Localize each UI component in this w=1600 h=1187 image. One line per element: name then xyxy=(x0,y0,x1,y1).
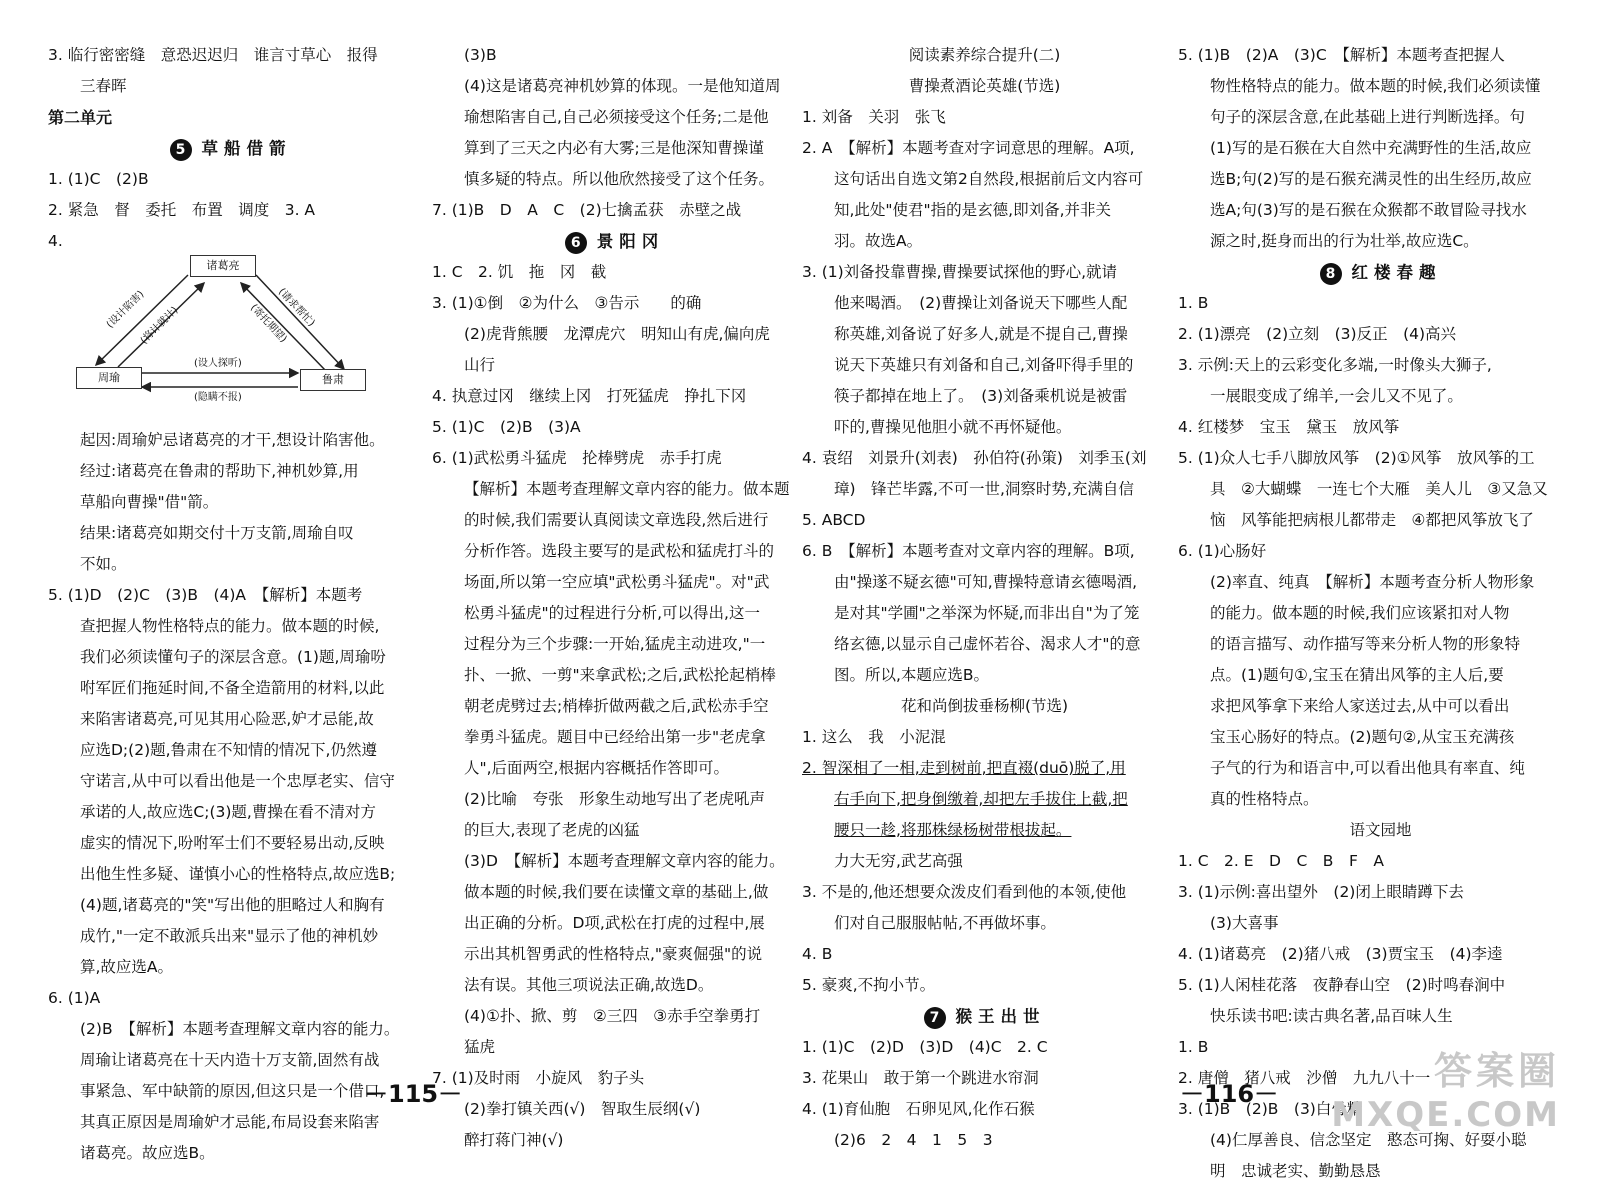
answer-line: 1. C 2. E D C B F A xyxy=(1178,852,1384,870)
answer-line: 璋) 锋芒毕露,不可一世,洞察时势,充满自信 xyxy=(834,480,1134,498)
answer-line: 吓的,曹操见他胆小就不再怀疑他。 xyxy=(834,418,1072,436)
answer-line: 句子的深层含意,在此基础上进行判断选择。句 xyxy=(1210,108,1525,126)
answer-line: 山行 xyxy=(464,356,496,374)
section-heading: 语文园地 xyxy=(1349,821,1412,839)
answer-line: 称英雄,刘备说了好多人,就是不提自己,曹操 xyxy=(834,325,1128,343)
answer-line: 是对其"学圃"之举深为怀疑,而非出自"为了笼 xyxy=(834,604,1140,622)
answer-line: 说天下英雄只有刘备和自己,刘备吓得手里的 xyxy=(834,356,1134,374)
edge-label: (寄托期望) xyxy=(247,302,289,345)
lesson-title xyxy=(432,226,797,257)
answer-line: 5. 豪爽,不拘小节。 xyxy=(802,976,936,994)
answer-line: 不如。 xyxy=(80,555,127,573)
answer-line: 示出其机智勇武的性格特点,"豪爽倔强"的说 xyxy=(464,945,763,963)
node-lusu: 鲁肃 xyxy=(300,369,366,391)
answer-line: 分析作答。选段主要写的是武松和猛虎打斗的 xyxy=(464,542,775,560)
answer-line: 3. 花果山 敢于第一个跳进水帘洞 xyxy=(802,1069,1039,1087)
answer-line: 猛虎 xyxy=(464,1038,496,1056)
lesson-title xyxy=(48,133,413,164)
answer-line: (2)6 2 4 1 5 3 xyxy=(834,1131,993,1149)
lesson-number-badge: 6 xyxy=(565,232,587,254)
answer-line: 点。(1)题句①,宝玉在猜出风筝的主人后,要 xyxy=(1210,666,1504,684)
answer-line: 络玄德,以显示自己虚怀若谷、渴求人才"的意 xyxy=(834,635,1141,653)
answer-line: 慎多疑的特点。所以他欣然接受了这个任务。 xyxy=(464,170,775,188)
answer-line: 法有误。其他三项说法正确,故选D。 xyxy=(464,976,714,994)
answer-line: 具 ②大蝴蝶 一连七个大雁 美人儿 ③又急又 xyxy=(1210,480,1548,498)
answer-line: 他来喝酒。 (2)曹操让刘备说天下哪些人配 xyxy=(834,294,1128,312)
answer-line: 醉打蒋门神(√) xyxy=(464,1131,564,1149)
answer-line: 的时候,我们需要认真阅读文章选段,然后进行 xyxy=(464,511,769,529)
column-1 xyxy=(48,40,413,1169)
answer-line: 三春晖 xyxy=(80,77,127,95)
answer-line: (3)B xyxy=(464,46,497,64)
answer-line: 6. (1)A xyxy=(48,989,101,1007)
node-zhouyu: 周瑜 xyxy=(76,367,142,389)
answer-line: 宝玉心肠好的特点。(2)题句②,从宝玉充满孩 xyxy=(1210,728,1515,746)
answer-line: (2)比喻 夸张 形象生动地写出了老虎吼声 xyxy=(464,790,765,808)
page-number: －115－ xyxy=(364,1080,463,1108)
answer-line: 5. (1)D (2)C (3)B (4)A 【解析】本题考 xyxy=(48,586,363,604)
answer-line: (3)D 【解析】本题考查理解文章内容的能力。 xyxy=(464,852,785,870)
edge-label: (设计陷害) xyxy=(104,288,147,331)
answer-line: 6. (1)武松勇斗猛虎 抡棒劈虎 赤手打虎 xyxy=(432,449,722,467)
answer-line: 应选D;(2)题,鲁肃在不知情的情况下,仍然遵 xyxy=(80,741,377,759)
answer-line: 结果:诸葛亮如期交付十万支箭,周瑜自叹 xyxy=(80,524,354,542)
lesson-number-badge: 8 xyxy=(1320,263,1342,285)
answer-line: 人",后面两空,根据内容概括作答即可。 xyxy=(464,759,729,777)
answer-line: 筷子都掉在地上了。 (3)刘备乘机说是被雷 xyxy=(834,387,1128,405)
answer-line: 选B;句(2)写的是石猴充满灵性的出生经历,故应 xyxy=(1210,170,1532,188)
answer-line: 1. C 2. 饥 拖 冈 截 xyxy=(432,263,607,281)
edge-label: (请求帮忙) xyxy=(275,286,317,329)
lesson-title-text: 红楼春趣 xyxy=(1351,263,1442,282)
answer-line: 1. (1)C (2)B xyxy=(48,170,149,188)
answer-line: 诸葛亮。故应选B。 xyxy=(80,1144,215,1162)
answer-line: 2. 智深相了一相,走到树前,把直裰(duō)脱了,用 xyxy=(802,759,1126,777)
answer-line: (4)①扑、掀、剪 ②三四 ③赤手空拳勇打 xyxy=(464,1007,761,1025)
answer-line: 6. B 【解析】本题考查对文章内容的理解。B项, xyxy=(802,542,1135,560)
answer-line: 4. 袁绍 刘景升(刘表) 孙伯符(孙策) 刘季玉(刘 xyxy=(802,449,1147,467)
page-number: －116－ xyxy=(1180,1080,1279,1108)
answer-line: 子气的行为和语言中,可以看出他具有率直、纯 xyxy=(1210,759,1525,777)
lesson-number-badge: 5 xyxy=(170,139,192,161)
answer-line: 3. 临行密密缝 意恐迟迟归 谁言寸草心 报得 xyxy=(48,46,378,64)
answer-line: 腰只一趁,将那株绿杨树带根拔起。 xyxy=(834,821,1072,839)
lesson-title-text: 草船借箭 xyxy=(201,139,292,158)
answer-line: 这句话出自选文第2自然段,根据前后文内容可 xyxy=(834,170,1144,188)
relationship-diagram xyxy=(76,261,396,421)
answer-line: 明 忠诚老实、勤勤恳恳 xyxy=(1210,1162,1381,1180)
watermark-logo: 答案圈 xyxy=(1433,1049,1560,1093)
answer-line: 的能力。做本题的时候,我们应该紧扣对人物 xyxy=(1210,604,1510,622)
answer-line: 【解析】本题考查理解文章内容的能力。做本题 xyxy=(464,480,790,498)
answer-line: 3. 不是的,他还想要众泼皮们看到他的本领,使他 xyxy=(802,883,1127,901)
edge-label: (隐瞒不报) xyxy=(194,392,242,403)
answer-line: 3. (1)示例:喜出望外 (2)闭上眼睛蹲下去 xyxy=(1178,883,1464,901)
answer-line: 源之时,挺身而出的行为壮举,故应选C。 xyxy=(1210,232,1479,250)
answer-line: 承诺的人,故应选C;(3)题,曹操在看不清对方 xyxy=(80,803,376,821)
answer-line: (1)写的是石猴在大自然中充满野性的生活,故应 xyxy=(1210,139,1532,157)
lesson-title-text: 景阳冈 xyxy=(596,232,665,251)
answer-line: 2. 唐僧 猪八戒 沙僧 九九八十一 xyxy=(1178,1069,1431,1087)
answer-line: 拳勇斗猛虎。题目中已经给出第一步"老虎拿 xyxy=(464,728,766,746)
answer-line: 4. B xyxy=(802,945,833,963)
passage-title: 花和尚倒拔垂杨柳(节选) xyxy=(900,697,1069,715)
lesson-number-badge: 7 xyxy=(924,1007,946,1029)
watermark-url: MXQE.COM xyxy=(1331,1095,1560,1135)
unit-heading: 第二单元 xyxy=(48,108,113,127)
answer-line: 物性格特点的能力。做本题的时候,我们必须读懂 xyxy=(1210,77,1541,95)
answer-line: 知,此处"使君"指的是玄德,即刘备,并非关 xyxy=(834,201,1112,219)
answer-line: 4. (1)诸葛亮 (2)猪八戒 (3)贾宝玉 (4)李逵 xyxy=(1178,945,1503,963)
answer-line: 瑜想陷害自己,自己必须接受这个任务;二是他 xyxy=(464,108,769,126)
answer-line: 经过:诸葛亮在鲁肃的帮助下,神机妙算,用 xyxy=(80,462,359,480)
answer-line: 1. B xyxy=(1178,294,1209,312)
answer-line: 6. (1)心肠好 xyxy=(1178,542,1267,560)
answer-line: 7. (1)及时雨 小旋风 豹子头 xyxy=(432,1069,645,1087)
answer-line: 5. (1)众人七手八脚放风筝 (2)①风筝 放风筝的工 xyxy=(1178,449,1535,467)
answer-line: 起因:周瑜妒忌诸葛亮的才干,想设计陷害他。 xyxy=(80,431,385,449)
answer-line: 3. (1)①倒 ②为什么 ③告示 的确 xyxy=(432,294,702,312)
answer-line: 7. (1)B D A C (2)七擒孟获 赤壁之战 xyxy=(432,201,742,219)
section-heading: 阅读素养综合提升(二) xyxy=(908,46,1061,64)
answer-line: 3. (1)刘备投靠曹操,曹操要试探他的野心,就请 xyxy=(802,263,1118,281)
answer-line: 5. ABCD xyxy=(802,511,866,529)
answer-line: 一展眼变成了绵羊,一会儿又不见了。 xyxy=(1210,387,1463,405)
answer-line: (2)率直、纯真 【解析】本题考查分析人物形象 xyxy=(1210,573,1535,591)
answer-line: 算,故应选A。 xyxy=(80,958,174,976)
answer-line: 2. (1)漂亮 (2)立刻 (3)反正 (4)高兴 xyxy=(1178,325,1457,343)
lesson-title-text: 猴王出世 xyxy=(955,1007,1046,1026)
answer-line: 羽。故选A。 xyxy=(834,232,923,250)
answer-line: 松勇斗猛虎"的过程进行分析,可以得出,这一 xyxy=(464,604,760,622)
edge-label: (将计就计) xyxy=(138,304,181,347)
answer-line: 4. 红楼梦 宝玉 黛玉 放风筝 xyxy=(1178,418,1400,436)
answer-line: 右手向下,把身倒缴着,却把左手拔住上截,把 xyxy=(834,790,1128,808)
answer-line: 做本题的时候,我们要在读懂文章的基础上,做 xyxy=(464,883,769,901)
answer-line: 真的性格特点。 xyxy=(1210,790,1319,808)
answer-line: (2)拳打镇关西(√) 智取生辰纲(√) xyxy=(464,1100,701,1118)
answer-line: 4. 执意过冈 继续上冈 打死猛虎 挣扎下冈 xyxy=(432,387,747,405)
lesson-title xyxy=(1178,257,1583,288)
answer-line: 周瑜让诸葛亮在十天内造十万支箭,固然有战 xyxy=(80,1051,380,1069)
answer-line: 出他生性多疑、谨慎小心的性格特点,故应选B; xyxy=(80,865,396,883)
answer-line: 力大无穷,武艺高强 xyxy=(834,852,963,870)
answer-line: 算到了三天之内必有大雾;三是他深知曹操谨 xyxy=(464,139,764,157)
answer-line: 3. (1)B (2)B (3)白骨精 xyxy=(1178,1100,1363,1118)
answer-line: 图。所以,本题应选B。 xyxy=(834,666,990,684)
answer-line: 1. (1)C (2)D (3)D (4)C 2. C xyxy=(802,1038,1048,1056)
answer-line: 守诺言,从中可以看出他是一个忠厚老实、信守 xyxy=(80,772,395,790)
answer-line: 出正确的分析。D项,武松在打虎的过程中,展 xyxy=(464,914,765,932)
answer-line: 1. 刘备 关羽 张飞 xyxy=(802,108,946,126)
answer-line: 2. A 【解析】本题考查对字词意思的理解。A项, xyxy=(802,139,1135,157)
answer-line: 查把握人物性格特点的能力。做本题的时候, xyxy=(80,617,380,635)
node-zhugeliang: 诸葛亮 xyxy=(190,255,256,277)
answer-line: 4. xyxy=(48,232,63,250)
column-4 xyxy=(1178,40,1583,1187)
answer-line: 3. 示例:天上的云彩变化多端,一时像头大狮子, xyxy=(1178,356,1492,374)
answer-line: 我们必须读懂句子的深层含意。(1)题,周瑜吩 xyxy=(80,648,386,666)
answer-line: 快乐读书吧:读古典名著,品百味人生 xyxy=(1210,1007,1453,1025)
lesson-title xyxy=(802,1001,1167,1032)
edge-label: (设人探听) xyxy=(194,358,242,369)
answer-line: 扑、一掀、一剪"来拿武松;之后,武松抡起梢棒 xyxy=(464,666,776,684)
answer-line: 由"操遂不疑玄德"可知,曹操特意请玄德喝酒, xyxy=(834,573,1138,591)
answer-line: 1. 这么 我 小泥混 xyxy=(802,728,946,746)
answer-line: 事紧急、军中缺箭的原因,但这只是一个借口, xyxy=(80,1082,385,1100)
answer-line: (4)仁厚善良、信念坚定 憨态可掬、好耍小聪 xyxy=(1210,1131,1527,1149)
answer-line: 4. (1)育仙胞 石卵见风,化作石猴 xyxy=(802,1100,1035,1118)
column-3 xyxy=(802,40,1167,1156)
answer-line: (4)这是诸葛亮神机妙算的体现。一是他知道周 xyxy=(464,77,781,95)
answer-line: 5. (1)C (2)B (3)A xyxy=(432,418,581,436)
answer-line: 们对自己服服帖帖,不再做坏事。 xyxy=(834,914,1056,932)
answer-line: 过程分为三个步骤:一开始,猛虎主动进攻,"一 xyxy=(464,635,766,653)
answer-line: 的巨大,表现了老虎的凶猛 xyxy=(464,821,640,839)
passage-title: 曹操煮酒论英雄(节选) xyxy=(908,77,1061,95)
answer-line: (2)虎背熊腰 龙潭虎穴 明知山有虎,偏向虎 xyxy=(464,325,770,343)
answer-line: 其真正原因是周瑜妒才忌能,布局设套来陷害 xyxy=(80,1113,380,1131)
column-2 xyxy=(432,40,797,1156)
answer-line: 成竹,"一定不敢派兵出来"显示了他的神机妙 xyxy=(80,927,379,945)
answer-line: 求把风筝拿下来给人家送过去,从中可以看出 xyxy=(1210,697,1510,715)
answer-line: 的语言描写、动作描写等来分析人物的形象特 xyxy=(1210,635,1521,653)
answer-line: 恼 风筝能把病根儿都带走 ④都把风筝放飞了 xyxy=(1210,511,1534,529)
answer-line: (4)题,诸葛亮的"笑"写出他的胆略过人和胸有 xyxy=(80,896,385,914)
answer-line: 选A;句(3)写的是石猴在众猴都不敢冒险寻找水 xyxy=(1210,201,1527,219)
answer-line: 场面,所以第一空应填"武松勇斗猛虎"。对"武 xyxy=(464,573,770,591)
answer-line: 虚实的情况下,吩咐军士们不要轻易出动,反映 xyxy=(80,834,385,852)
answer-line: 朝老虎劈过去;梢棒折做两截之后,武松赤手空 xyxy=(464,697,769,715)
answer-line: 来陷害诸葛亮,可见其用心险恶,妒才忌能,故 xyxy=(80,710,374,728)
answer-line: 1. B xyxy=(1178,1038,1209,1056)
answer-line: 咐军匠们拖延时间,不备全造箭用的材料,以此 xyxy=(80,679,385,697)
answer-line: 2. 紧急 督 委托 布置 调度 3. A xyxy=(48,201,316,219)
answer-line: 草船向曹操"借"箭。 xyxy=(80,493,219,511)
answer-line: 5. (1)人闲桂花落 夜静春山空 (2)时鸣春涧中 xyxy=(1178,976,1506,994)
answer-line: (3)大喜事 xyxy=(1210,914,1279,932)
answer-line: (2)B 【解析】本题考查理解文章内容的能力。 xyxy=(80,1020,400,1038)
answer-line: 5. (1)B (2)A (3)C 【解析】本题考查把握人 xyxy=(1178,46,1505,64)
